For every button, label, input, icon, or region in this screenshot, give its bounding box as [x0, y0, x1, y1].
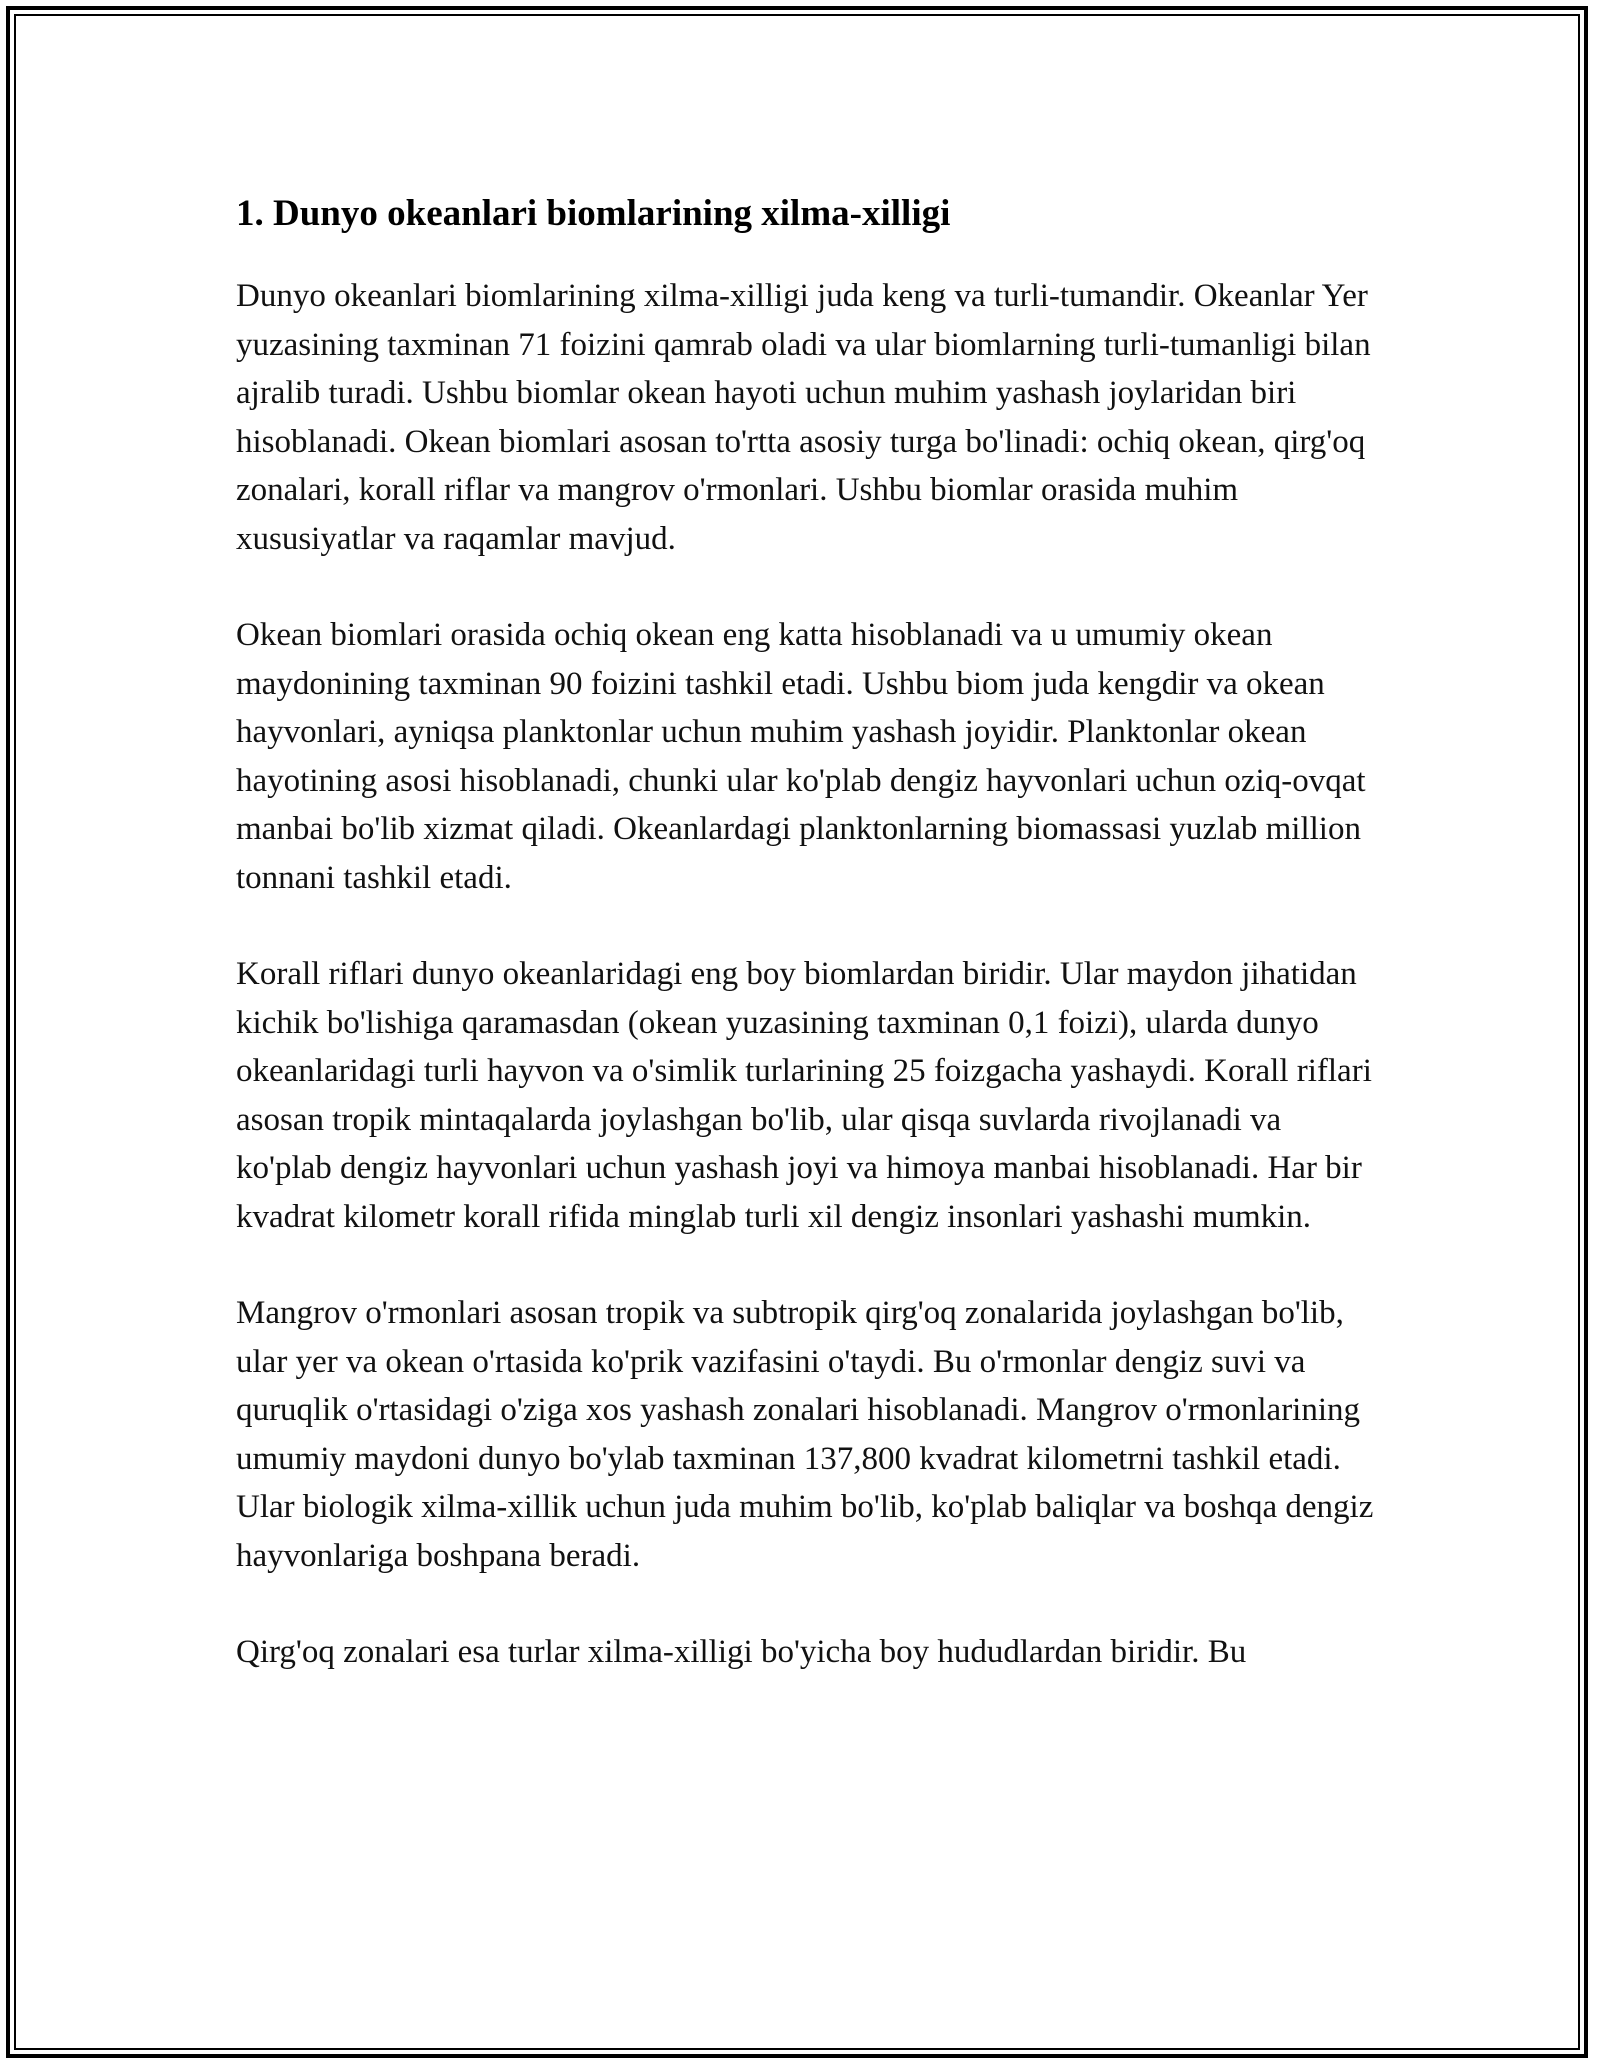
section-heading: 1. Dunyo okeanlari biomlarining xilma-xilligi [236, 193, 951, 234]
document-body [236, 188, 1376, 1677]
paragraph-open-ocean: Okean biomlari orasida ochiq okean eng katta hisoblanadi va u umumiy okean maydonining taxminan 90 foizini tashkil etadi. Ushbu biom juda kengdir va okean hayvonlari, ayniqsa planktonlar uchun muhim yashash joyidir. Planktonlar okean hayotining asosi hisoblanadi, chunki ular ko'plab dengiz hayvonlari uchun oziq-ovqat manbai bo'lib xizmat qiladi. Okeanlardagi planktonlarning biomassasi yuzlab million tonnani tashkil etadi. [236, 617, 1366, 896]
paragraph-coral-reefs: Korall riflari dunyo okeanlaridagi eng boy biomlardan biridir. Ular maydon jihatidan kichik bo'lishiga qaramasdan (okean yuzasining taxminan 0,1 foizi), ularda dunyo okeanlaridagi turli hayvon va o'simlik turlarining 25 foizgacha yashaydi. Korall riflari asosan tropik mintaqalarda joylashgan bo'lib, ular qisqa suvlarda rivojlanadi va ko'plab dengiz hayvonlari uchun yashash joyi va himoya manbai hisoblanadi. Har bir kvadrat kilometr korall rifida minglab turli xil dengiz insonlari yashashi mumkin. [236, 956, 1372, 1235]
paragraph-coastal-zones: Qirg'oq zonalari esa turlar xilma-xilligi bo'yicha boy hududlardan biridir. Bu [236, 1634, 1247, 1670]
paragraph-mangroves: Mangrov o'rmonlari asosan tropik va subtropik qirg'oq zonalarida joylashgan bo'lib, ular yer va okean o'rtasida ko'prik vazifasini o'taydi. Bu o'rmonlar dengiz suvi va quruqlik o'rtasidagi o'ziga xos yashash zonalari hisoblanadi. Mangrov o'rmonlarining umumiy maydoni dunyo bo'ylab taxminan 137,800 kvadrat kilometrni tashkil etadi. Ular biologik xilma-xillik uchun juda muhim bo'lib, ko'plab baliqlar va boshqa dengiz hayvonlariga boshpana beradi. [236, 1295, 1374, 1574]
paragraph-intro: Dunyo okeanlari biomlarining xilma-xilligi juda keng va turli-tumandir. Okeanlar Yer yuzasining taxminan 71 foizini qamrab oladi va ular biomlarning turli-tumanligi bilan ajralib turadi. Ushbu biomlar okean hayoti uchun muhim yashash joylaridan biri hisoblanadi. Okean biomlari asosan to'rtta asosiy turga bo'linadi: ochiq okean, qirg'oq zonalari, korall riflar va mangrov o'rmonlari. Ushbu biomlar orasida muhim xususiyatlar va raqamlar mavjud. [236, 278, 1371, 557]
